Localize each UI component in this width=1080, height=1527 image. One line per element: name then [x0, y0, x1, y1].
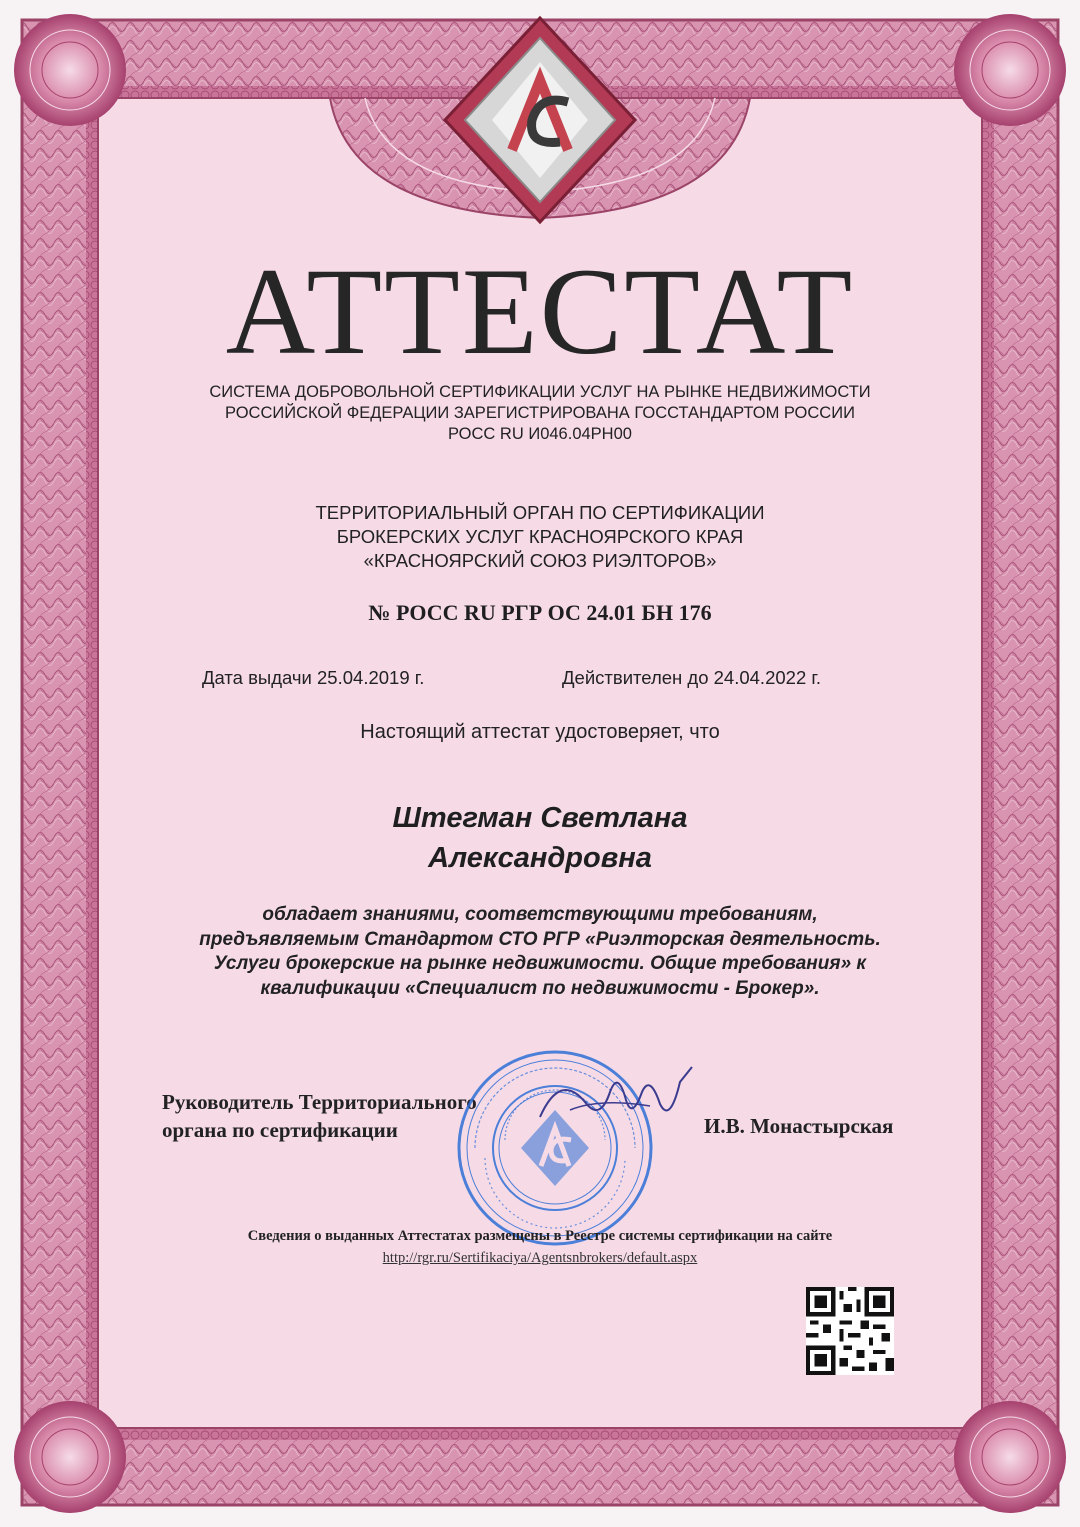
signatory-title-line2: органа по сертификации [162, 1118, 398, 1142]
corner-rosette-tl [14, 14, 126, 126]
statement-line: предъявляемым Стандартом СТО РГР «Риэлторская деятельность. [199, 928, 881, 950]
corner-rosette-br [954, 1401, 1066, 1513]
statement-line: Услуги брокерские на рынке недвижимости. Общие требования» к [213, 953, 867, 974]
system-line: РОСС RU И046.04РН00 [448, 425, 632, 443]
organ-line: ТЕРРИТОРИАЛЬНЫЙ ОРГАН ПО СЕРТИФИКАЦИИ [315, 502, 765, 523]
ars-logo-icon [420, 10, 660, 240]
registry-link[interactable]: http://rgr.ru/Sertifikaciya/Agentsnbrokers/default.aspx [382, 1250, 698, 1266]
valid-until: Действителен до 24.04.2022 г. [562, 667, 821, 688]
statement-line: квалификации «Специалист по недвижимости - Брокер». [260, 977, 820, 999]
certificate-number: № РОСС RU РГР ОС 24.01 БН 176 [368, 600, 712, 625]
holder-name-line1: Штегман Светлана [392, 802, 688, 834]
handwritten-signature-icon [530, 1062, 700, 1142]
organ-line: БРОКЕРСКИХ УСЛУГ КРАСНОЯРСКОГО КРАЯ [336, 526, 744, 547]
signer-name: И.В. Монастырская [704, 1114, 894, 1138]
issue-date: Дата выдачи 25.04.2019 г. [202, 667, 425, 688]
statement-line: обладает знаниями, соответствующими требованиям, [262, 904, 818, 925]
organ-info [0, 501, 1080, 573]
holder-name-line2: Александровна [428, 842, 652, 874]
qualification-statement [100, 903, 980, 1001]
holder-name [0, 798, 1080, 878]
organ-line: «КРАСНОЯРСКИЙ СОЮЗ РИЭЛТОРОВ» [363, 550, 717, 571]
certifies-text: Настоящий аттестат удостоверяет, что [360, 721, 720, 743]
certificate-title: АТТЕСТАТ [225, 243, 855, 380]
system-info [0, 382, 1080, 445]
qr-code-icon[interactable] [806, 1287, 894, 1375]
corner-rosette-bl [14, 1401, 126, 1513]
registry-note: Сведения о выданных Аттестатах размещены в Реестре системы сертификации на сайте [247, 1228, 833, 1244]
system-line: СИСТЕМА ДОБРОВОЛЬНОЙ СЕРТИФИКАЦИИ УСЛУГ НА РЫНКЕ НЕДВИЖИМОСТИ [209, 383, 871, 401]
signatory-title [162, 1088, 477, 1144]
signatory-title-line1: Руководитель Территориального [162, 1090, 477, 1114]
corner-rosette-tr [954, 14, 1066, 126]
system-line: РОССИЙСКОЙ ФЕДЕРАЦИИ ЗАРЕГИСТРИРОВАНА ГОССТАНДАРТОМ РОССИИ [225, 404, 855, 422]
